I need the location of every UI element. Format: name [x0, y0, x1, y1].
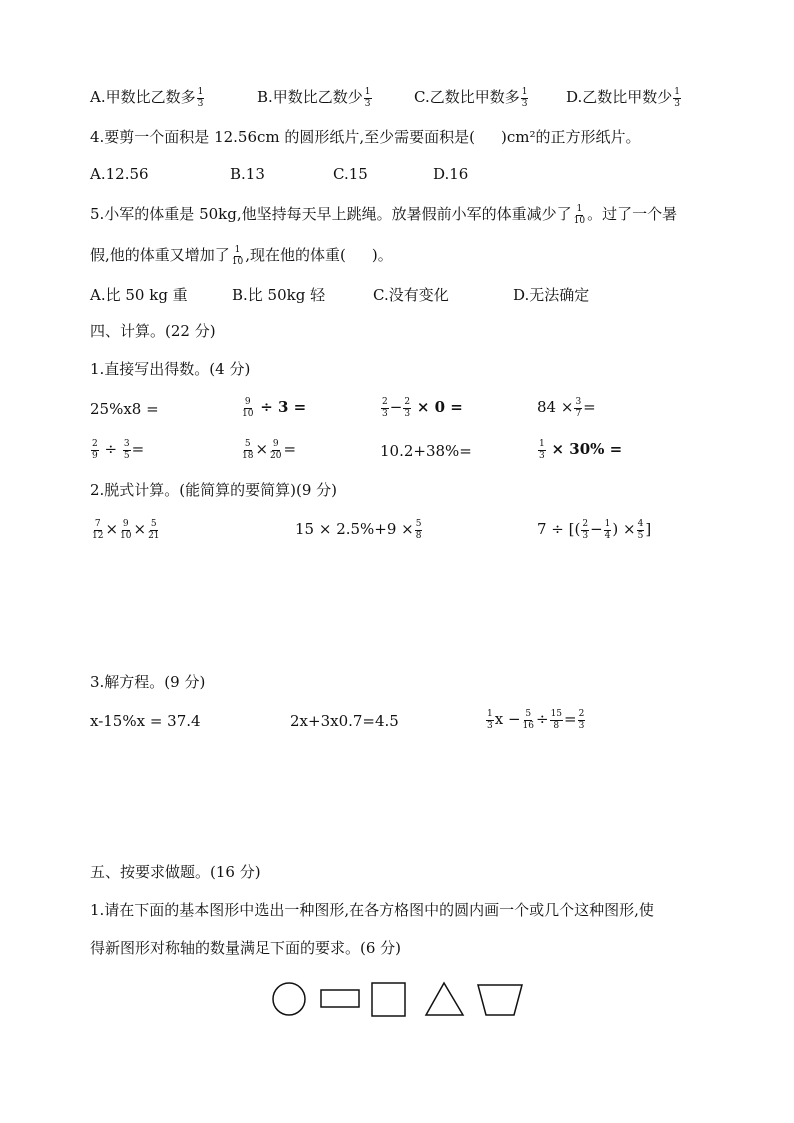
calc-item: $\frac{7}{12}$ × $\frac{9}{10}$ × $\frac{5}{21}$ [92, 518, 160, 541]
section5-title: 五、按要求做题。(16 分) [90, 863, 261, 881]
q5-option-c: C.没有变化 [373, 286, 449, 304]
q5-option-d: D.无法确定 [513, 286, 590, 304]
calc-item: 7 ÷ [( $\frac{2}{3}$ − $\frac{1}{4}$ ) × $\frac{4}{5}$ ] [537, 518, 652, 541]
calc-item: 10.2+38%= [380, 442, 472, 460]
section4-q3-title: 3.解方程。(9 分) [90, 673, 206, 691]
fraction: $\frac{1}{3}$ [364, 86, 371, 109]
q4-option-a: A.12.56 [90, 165, 149, 183]
q4-option-c: C.15 [333, 165, 368, 183]
triangle-shape [426, 983, 463, 1015]
q4-stem: 4.要剪一个面积是 12.56cm 的圆形纸片,至少需要面积是( )cm²的正方形纸片。 [90, 128, 641, 146]
basic-shapes [268, 978, 528, 1020]
fraction: $\frac{1}{3}$ [197, 86, 204, 109]
q3-option-c: C.乙数比甲数多 $\frac{1}{3}$ [414, 86, 528, 109]
equation-item: 2x+3x0.7=4.5 [290, 712, 399, 730]
section4-q1-title: 1.直接写出得数。(4 分) [90, 360, 251, 378]
fraction: $\frac{1}{10}$ [573, 203, 586, 226]
q4-option-b: B.13 [230, 165, 265, 183]
fraction: $\frac{1}{10}$ [231, 244, 244, 267]
equation-item: x-15%x = 37.4 [90, 712, 201, 730]
calc-item: $\frac{2}{3}$ − $\frac{2}{3}$ × 0 = [382, 396, 463, 419]
equation-item: $\frac{1}{3}$ x − $\frac{5}{16}$ ÷ $\frac{15}{8}$ = $\frac{2}{3}$ [487, 708, 585, 731]
section4-title: 四、计算。(22 分) [90, 322, 216, 340]
calc-item: 15 × 2.5%+9 × $\frac{5}{8}$ [295, 518, 422, 541]
q5-stem-line2: 假,他的体重又增加了 $\frac{1}{10}$ ,现在他的体重( )。 [90, 244, 393, 267]
square-shape [372, 983, 405, 1016]
q4-option-d: D.16 [433, 165, 469, 183]
calc-item: $\frac{5}{18}$ × $\frac{9}{20}$ = [242, 438, 297, 461]
fraction: $\frac{1}{3}$ [521, 86, 528, 109]
fraction: $\frac{1}{3}$ [674, 86, 680, 109]
q3-option-d: D.乙数比甲数少 $\frac{1}{3}$ [566, 86, 680, 109]
calc-item: 84 × $\frac{3}{7}$ = [537, 396, 596, 419]
q5-stem-line1: 5.小军的体重是 50kg,他坚持每天早上跳绳。放暑假前小军的体重减少了 $\frac{1}{10}$ 。过了一个暑 [90, 203, 678, 226]
calc-item: $\frac{2}{9}$ ÷ $\frac{3}{5}$ = [92, 438, 145, 461]
q5-option-a: A.比 50 kg 重 [90, 286, 188, 304]
calc-item: 25%x8 = [90, 400, 159, 418]
rectangle-shape [321, 990, 359, 1007]
section5-q1-line1: 1.请在下面的基本图形中选出一种图形,在各方格图中的圆内画一个或几个这种图形,使 [90, 901, 654, 919]
circle-shape [273, 983, 305, 1015]
section4-q2-title: 2.脱式计算。(能简算的要简算)(9 分) [90, 481, 338, 499]
trapezoid-shape [478, 985, 522, 1015]
calc-item: $\frac{9}{10}$ ÷ 3 = [242, 396, 307, 419]
section5-q1-line2: 得新图形对称轴的数量满足下面的要求。(6 分) [90, 939, 402, 957]
q3-option-b: B.甲数比乙数少 $\frac{1}{3}$ [257, 86, 371, 109]
calc-item: $\frac{1}{3}$ × 30% = [539, 438, 623, 461]
q3-option-a: A.甲数比乙数多 $\frac{1}{3}$ [90, 86, 204, 109]
q5-option-b: B.比 50kg 轻 [232, 286, 326, 304]
